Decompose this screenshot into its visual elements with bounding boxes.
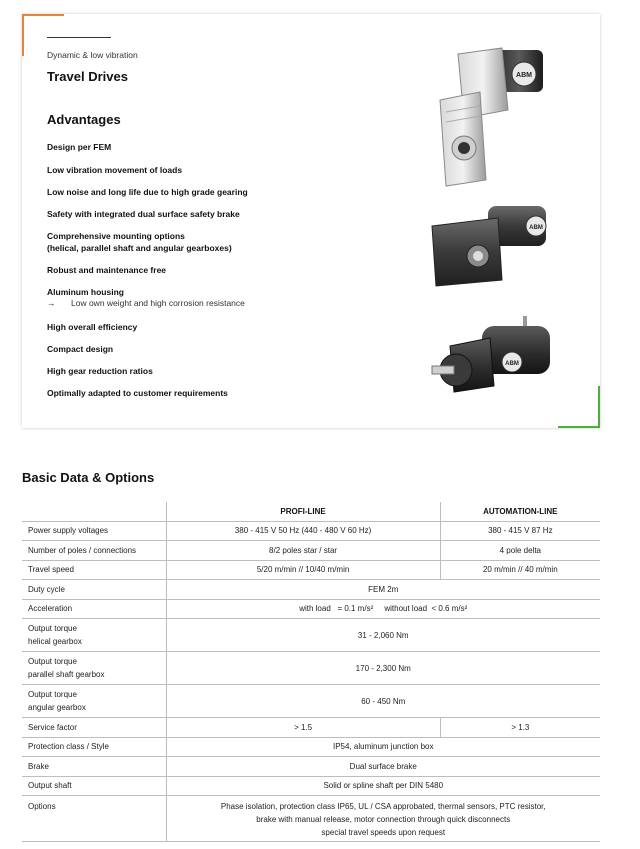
cell-torque-helical: 31 - 2,060 Nm [166, 619, 600, 652]
orange-corner-accent [22, 14, 64, 16]
advantage-item: Optimally adapted to customer requirements [47, 388, 228, 398]
column-header-automation-line: AUTOMATION-LINE [440, 502, 600, 521]
advantage-item: Design per FEM [47, 142, 112, 152]
row-label-options: Options [22, 796, 166, 842]
cell-duty: FEM 2m [166, 580, 600, 600]
row-label-line: parallel shaft gearbox [28, 670, 105, 679]
table-row [22, 580, 600, 600]
row-label-brake: Brake [22, 757, 166, 777]
advantage-subitem [47, 298, 245, 308]
row-label-torque-angular [22, 685, 166, 718]
cell-acceleration: with load = 0.1 m/s² without load < 0.6 m/s² [166, 599, 600, 619]
eyebrow-text: Dynamic & low vibration [47, 50, 138, 60]
cell-torque-parallel: 170 - 2,300 Nm [166, 652, 600, 685]
angular-gearmotor-image [428, 312, 558, 402]
row-label-line: helical gearbox [28, 637, 82, 646]
cell-brake: Dual surface brake [166, 757, 600, 777]
advantage-item: Low vibration movement of loads [47, 165, 183, 175]
advantage-item: Safety with integrated dual surface safety brake [47, 209, 240, 219]
row-label-speed: Travel speed [22, 560, 166, 580]
basic-data-table [22, 502, 600, 842]
table-row [22, 796, 600, 842]
advantage-item: High overall efficiency [47, 322, 138, 332]
table-row [22, 619, 600, 652]
table-row [22, 599, 600, 619]
advantage-item: Compact design [47, 344, 114, 354]
row-label-protection: Protection class / Style [22, 737, 166, 757]
column-header-profi-line: PROFI-LINE [166, 502, 440, 521]
cell-speed-automation: 20 m/min // 40 m/min [440, 560, 600, 580]
cell-power-automation: 380 - 415 V 87 Hz [440, 521, 600, 541]
cell-speed-profi: 5/20 m/min // 10/40 m/min [166, 560, 440, 580]
advantage-item: High gear reduction ratios [47, 366, 153, 376]
row-label-torque-helical [22, 619, 166, 652]
table-row [22, 757, 600, 777]
row-label-poles: Number of poles / connections [22, 541, 166, 561]
green-corner-accent-vertical [598, 386, 600, 428]
green-corner-accent [558, 426, 600, 428]
orange-corner-accent-vertical [22, 14, 24, 56]
options-line: brake with manual release, motor connection through quick disconnects [256, 815, 511, 824]
row-label-line: angular gearbox [28, 703, 86, 712]
brand-badge: ABM [505, 361, 519, 367]
table-row [22, 718, 600, 738]
row-label-acceleration: Acceleration [22, 599, 166, 619]
row-label-line: Output torque [28, 657, 77, 666]
advantage-subitem-text: Low own weight and high corrosion resistance [71, 298, 245, 308]
options-line: Phase isolation, protection class IP65, UL / CSA approbated, thermal sensors, PTC resistor, [220, 802, 546, 811]
advantage-item: Aluminum housing [47, 287, 124, 297]
cell-service-profi: > 1.5 [166, 718, 440, 738]
row-label-line: Output torque [28, 624, 77, 633]
table-row [22, 560, 600, 580]
table-row [22, 685, 600, 718]
table-header-empty [22, 502, 166, 521]
row-label-duty: Duty cycle [22, 580, 166, 600]
advantage-item: Robust and maintenance free [47, 265, 167, 275]
header-rule [47, 37, 111, 38]
table-row [22, 521, 600, 541]
advantage-item: Low noise and long life due to high grade gearing [47, 187, 248, 197]
cell-poles-profi: 8/2 poles star / star [166, 541, 440, 561]
helical-gearmotor-image [428, 198, 558, 293]
cell-power-profi: 380 - 415 V 50 Hz (440 - 480 V 60 Hz) [166, 521, 440, 541]
arrow-right-icon: → [47, 298, 56, 308]
cell-poles-automation: 4 pole delta [440, 541, 600, 561]
basic-data-heading: Basic Data & Options [22, 470, 155, 485]
cell-service-automation: > 1.3 [440, 718, 600, 738]
row-label-power: Power supply voltages [22, 521, 166, 541]
row-label-torque-parallel [22, 652, 166, 685]
cell-protection: IP54, aluminum junction box [166, 737, 600, 757]
advantage-item: Comprehensive mounting options [47, 231, 185, 241]
table-row [22, 737, 600, 757]
page-title: Travel Drives [47, 69, 128, 84]
row-label-service-factor: Service factor [22, 718, 166, 738]
brand-badge: ABM [516, 72, 532, 79]
table-row [22, 652, 600, 685]
cell-options [166, 796, 600, 842]
parallel-shaft-gearmotor-image [420, 40, 560, 190]
options-line: special travel speeds upon request [321, 828, 446, 837]
cell-torque-angular: 60 - 450 Nm [166, 685, 600, 718]
table-row [22, 541, 600, 561]
advantages-heading: Advantages [47, 112, 121, 127]
table-header-row [22, 502, 600, 521]
brand-badge: ABM [529, 225, 543, 231]
row-label-output-shaft: Output shaft [22, 776, 166, 796]
row-label-line: Output torque [28, 690, 77, 699]
advantage-item: (helical, parallel shaft and angular gearboxes) [47, 243, 232, 253]
cell-output-shaft: Solid or spline shaft per DIN 5480 [166, 776, 600, 796]
table-row [22, 776, 600, 796]
